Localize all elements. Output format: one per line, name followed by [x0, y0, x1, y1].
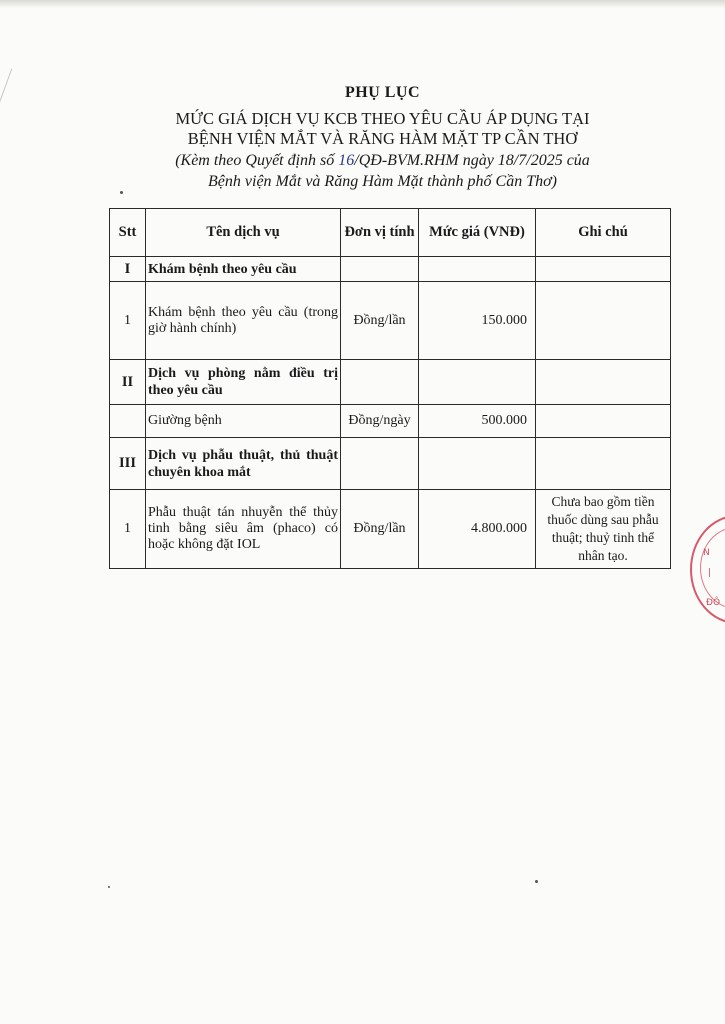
page-subtitle — [20, 109, 725, 149]
row-price: 150.000 — [419, 282, 536, 360]
row-stt: 1 — [110, 490, 146, 569]
row-unit: Đồng/lần — [341, 282, 419, 360]
row-price: 500.000 — [419, 405, 536, 438]
table-row — [110, 438, 671, 490]
header-service-name: Tên dịch vụ — [146, 209, 341, 257]
row-stt: 1 — [110, 282, 146, 360]
stamp-mark: N — [703, 548, 710, 558]
table-row — [110, 282, 671, 360]
row-price — [419, 360, 536, 405]
row-stt — [110, 405, 146, 438]
row-note — [536, 438, 671, 490]
header-price: Mức giá (VNĐ) — [419, 209, 536, 257]
row-price — [419, 438, 536, 490]
header-note: Ghi chú — [536, 209, 671, 257]
row-stt: II — [110, 360, 146, 405]
row-unit — [341, 257, 419, 282]
decision-note-suffix: /QĐ-BVM.RHM ngày 18/7/2025 của — [354, 152, 590, 169]
row-service-name: Giường bệnh — [146, 405, 341, 438]
row-stt: I — [110, 257, 146, 282]
decision-number: 16 — [338, 152, 355, 169]
row-price: 4.800.000 — [419, 490, 536, 569]
header-stt: Stt — [110, 209, 146, 257]
row-service-name: Dịch vụ phòng nằm điều trị theo yêu cầu — [146, 360, 341, 405]
table-row — [110, 257, 671, 282]
decision-note-prefix: (Kèm theo Quyết định số — [175, 152, 335, 169]
row-note — [536, 257, 671, 282]
page-title: PHỤ LỤC — [344, 84, 421, 101]
row-service-name: Khám bệnh theo yêu cầu (trong giờ hành chính) — [146, 282, 341, 360]
row-price — [419, 257, 536, 282]
row-note: Chưa bao gồm tiền thuốc dùng sau phẫu thuật; thuỷ tinh thể nhân tạo. — [536, 490, 671, 569]
row-unit — [341, 438, 419, 490]
decision-note — [20, 150, 725, 192]
row-unit: Đồng/lần — [341, 490, 419, 569]
row-unit: Đồng/ngày — [341, 405, 419, 438]
speck — [535, 880, 538, 883]
row-note — [536, 405, 671, 438]
table-row — [110, 360, 671, 405]
table-header-row — [110, 209, 671, 257]
row-service-name: Khám bệnh theo yêu cầu — [146, 257, 341, 282]
row-stt: III — [110, 438, 146, 490]
decision-note-line-1 — [20, 150, 725, 171]
row-note — [536, 282, 671, 360]
row-service-name: Phẫu thuật tán nhuyễn thể thủy tinh bằng siêu âm (phaco) có hoặc không đặt IOL — [146, 490, 341, 569]
price-table — [109, 208, 671, 569]
stamp-mark: ĐÔ — [706, 598, 721, 608]
subtitle-line-1: MỨC GIÁ DỊCH VỤ KCB THEO YÊU CẦU ÁP DỤNG TẠI — [175, 109, 590, 128]
table-row — [110, 490, 671, 569]
subtitle-line-2: BỆNH VIỆN MẮT VÀ RĂNG HÀM MẶT TP CẦN THƠ — [187, 129, 578, 148]
stamp-mark: | — [708, 568, 712, 578]
speck — [108, 886, 110, 888]
scan-edge — [0, 0, 725, 8]
row-unit — [341, 360, 419, 405]
row-service-name: Dịch vụ phẫu thuật, thủ thuật chuyên khoa mắt — [146, 438, 341, 490]
decision-note-line-2: Bệnh viện Mắt và Răng Hàm Mặt thành phố Cần Thơ) — [208, 173, 557, 190]
table-row — [110, 405, 671, 438]
row-note — [536, 360, 671, 405]
header-unit: Đơn vị tính — [341, 209, 419, 257]
